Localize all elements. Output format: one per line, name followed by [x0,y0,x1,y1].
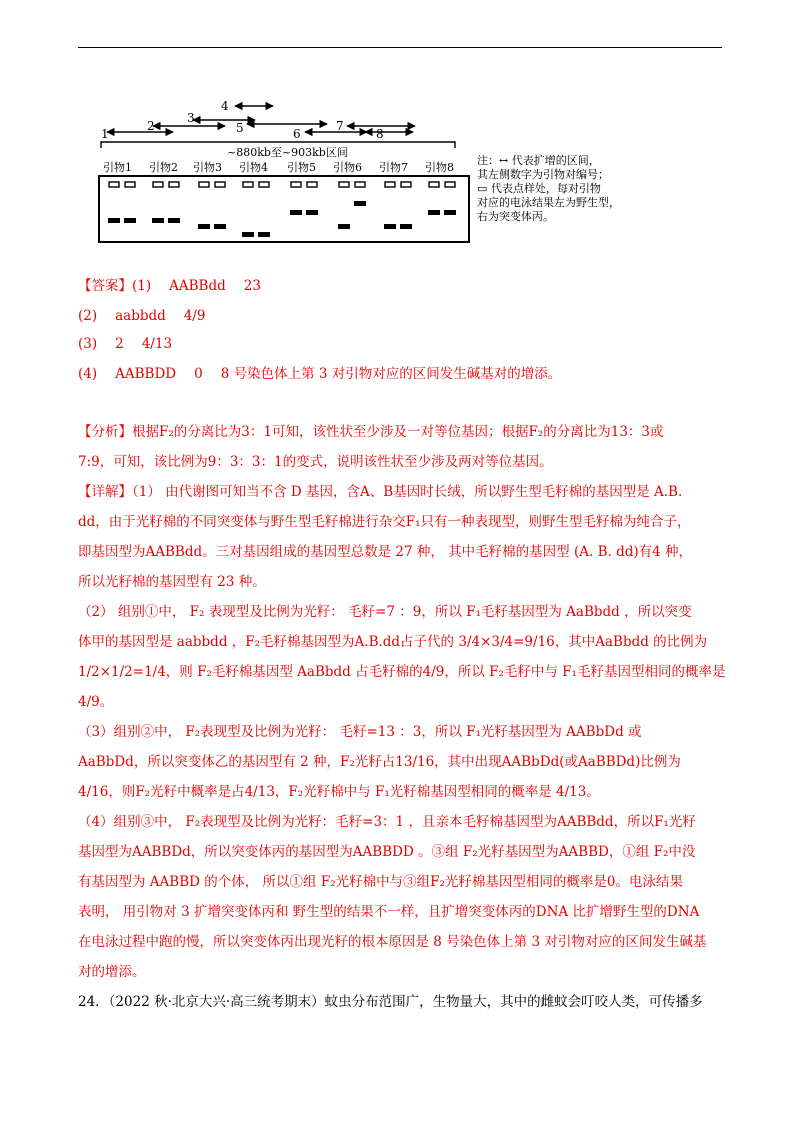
detail-line: AaBbDd，所以突变体乙的基因型有 2 种，F₂光籽占13/16，其中出现AABbDd(或AaBBDd)比例为 [78,754,681,770]
detail-line: dd，由于光籽棉的不同突变体与野生型毛籽棉进行杂交F₁只有一种表现型，则野生型毛籽棉为纯合子， [78,514,691,530]
detail-line: 基因型为AABBDd，所以突变体丙的基因型为AABBDD 。③组 F₂光籽基因型为AABBD，①组 F₂中没 [78,844,696,860]
answer-line-3: (3) 2 4/13 [78,336,173,352]
detail-line: 4/16，则F₂光籽中概率是占4/13，F₂光籽棉中与 F₁光籽棉基因型相同的概率是 4/13。 [78,784,600,800]
primer-label: 引物7 [379,161,408,174]
amplicon-num: 4 [221,99,229,113]
detail-line: 即基因型为AABBdd。三对基因组成的基因型总数是 27 种， 其中毛籽棉的基因型 (A. B. dd)有4 种， [78,544,692,560]
gel-wells [109,182,455,187]
region-label: ~880kb至~903kb区间 [227,146,348,159]
detail-line: 有基因型为 AABBD 的个体， 所以①组 F₂光籽棉中与③组F₂光籽棉基因型相同的概率是0。电泳结果 [78,874,683,890]
amplicon-num: 8 [376,127,384,141]
figure-note-line: 注：↔ 代表扩增的区间， [477,154,600,167]
primer-label: 引物8 [425,161,454,174]
analysis-line-2: 7:9，可知，该比例为9：3：3：1的变式，说明该性状至少涉及两对等位基因。 [78,454,553,470]
detail-line: 在电泳过程中跑的慢，所以突变体丙出现光籽的根本原因是 8 号染色体上第 3 对引物对应的区间发生碱基 [78,934,707,950]
detail-line: 4/9。 [78,694,114,710]
amplicon-num: 7 [336,119,344,133]
primer-gel-figure [95,92,655,252]
gel-bands [108,201,456,237]
primer-label: 引物4 [239,161,268,174]
figure-note-line: ▭ 代表点样处，每对引物 [477,182,601,195]
detail-line: （3）组别②中， F₂表现型及比例为光籽： 毛籽=13 ：3，所以 F₁光籽基因型为 AABbDd 或 [78,724,642,740]
answer-line-1: 【答案】(1) AABBdd 23 [78,278,261,294]
detail-line: 对的增添。 [78,964,146,980]
amplicon-num: 6 [293,127,301,141]
amplicon-num: 5 [236,121,244,135]
answer-label: 【答案】 [78,278,132,294]
detail-label: 【详解】 [78,484,132,500]
primer-label: 引物5 [287,161,316,174]
detail-line: 1/2×1/2=1/4，则 F₂毛籽棉基因型 AaBbdd 占毛籽棉的4/9，所以 F₂毛籽中与 F₁毛籽基因型相同的概率是 [78,664,726,680]
amplicon-num: 1 [101,127,109,141]
detail-line: （2） 组别①中， F₂ 表现型及比例为光籽： 毛籽=7 ：9，所以 F₁毛籽基因型为 AaBbdd ，所以突变 [78,604,692,620]
primer-label: 引物1 [103,161,132,174]
amplicon-num: 3 [187,111,195,125]
amplicon-num: 2 [147,119,155,133]
detail-line: 体甲的基因型是 aabbdd ，F₂毛籽棉基因型为A.B.dd占子代的 3/4×3/4=9/16，其中AaBbdd 的比例为 [78,634,708,650]
figure-note-line: 右为突变体丙。 [477,210,554,223]
figure-note-line: 其左侧数字为引物对编号； [477,168,609,181]
gel-box [99,176,469,242]
detail-line: 所以光籽棉的基因型有 23 种。 [78,574,266,590]
detail-line: 表明， 用引物对 3 扩增突变体丙和 野生型的结果不一样，且扩增突变体丙的DNA 比扩增野生型的DNA [78,904,700,920]
answer-line-2: (2) aabbdd 4/9 [78,308,206,324]
header-rule [78,47,722,48]
analysis-line-1: 【分析】根据F₂的分离比为3：1可知，该性状至少涉及一对等位基因；根据F₂的分离比为13：3或 [78,424,664,440]
detail-line: （4）组别③中， F₂表现型及比例为光籽：毛籽=3：1 ，且亲本毛籽棉基因型为AABBdd，所以F₁光籽 [78,814,696,830]
analysis-label: 【分析】 [78,424,132,440]
figure-note-line: 对应的电泳结果左为野生型， [477,196,620,209]
primer-label: 引物3 [193,161,222,174]
answer-line-4: (4) AABBDD 0 8 号染色体上第 3 对引物对应的区间发生碱基对的增添。 [78,366,562,382]
detail-line-1: 【详解】（1） 由代谢图可知当不含 D 基因，含A、B基因时长绒，所以野生型毛籽棉的基因型是 A.B. [78,484,683,500]
primer-label: 引物6 [333,161,362,174]
primer-label: 引物2 [149,161,178,174]
question-24: 24．（2022 秋·北京大兴·高三统考期末）蚊虫分布范围广，生物量大，其中的雌蚊会叮咬人类，可传播多 [78,994,703,1010]
